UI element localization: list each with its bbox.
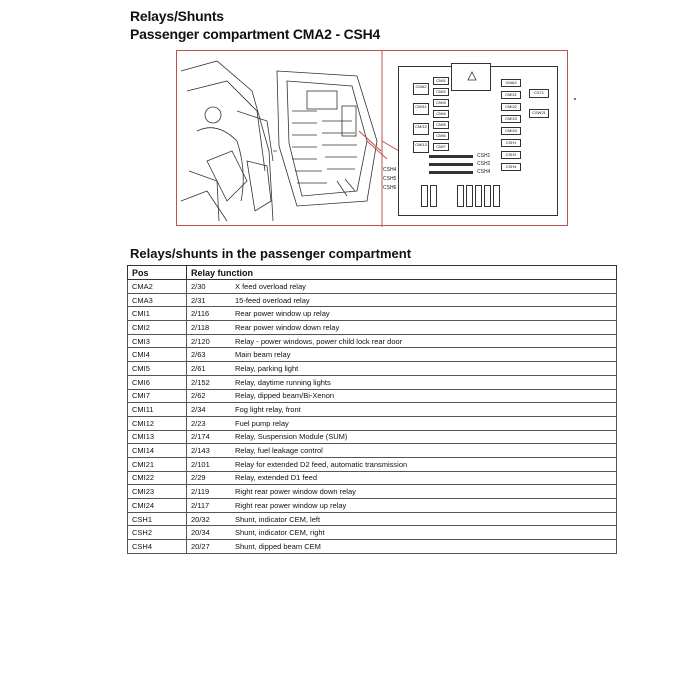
shunt-bar [429, 163, 473, 166]
relay-slot: CMI13 [413, 141, 429, 153]
callout-label: CSH5 [383, 176, 397, 182]
relay-slot: CMI4 [433, 110, 449, 118]
cell-func: Rear power window down relay [231, 321, 617, 335]
cell-pos: CMI2 [128, 321, 187, 335]
header-pos: Pos [128, 266, 187, 280]
relay-slot: CSH4 [501, 163, 521, 171]
relay-slot: CMI7 [433, 143, 449, 151]
cell-code: 2/34 [187, 403, 232, 417]
table-row [128, 307, 617, 321]
cell-pos: CMI12 [128, 416, 187, 430]
fuse-slot [421, 185, 428, 207]
cell-pos: CMI21 [128, 457, 187, 471]
table-row [128, 348, 617, 362]
cell-pos: CMI11 [128, 403, 187, 417]
cell-func: Relay, dipped beam/Bi-Xenon [231, 389, 617, 403]
fuse-slot [430, 185, 437, 207]
cell-pos: CMA3 [128, 293, 187, 307]
cell-func: Shunt, indicator CEM, right [231, 526, 617, 540]
cell-func: Shunt, dipped beam CEM [231, 540, 617, 554]
cell-code: 2/118 [187, 321, 232, 335]
callout-label: CSH6 [383, 185, 397, 191]
callout-label: CSH4 [477, 169, 491, 175]
cell-func: Rear power window up relay [231, 307, 617, 321]
callout-lines [273, 51, 399, 227]
relay-slot: CMI24 [501, 127, 521, 135]
cell-func: Fuel pump relay [231, 416, 617, 430]
page-heading: Relays/Shunts [130, 8, 224, 24]
relay-slot: CMI11 [413, 103, 429, 115]
table-row [128, 540, 617, 554]
cell-pos: CMI23 [128, 485, 187, 499]
cell-pos: CMI1 [128, 307, 187, 321]
fuse-slot [475, 185, 482, 207]
callout-label: CSH1 [477, 153, 491, 159]
cell-pos: CMI24 [128, 499, 187, 513]
cell-code: 2/31 [187, 293, 232, 307]
cell-code: 20/32 [187, 512, 232, 526]
cell-pos: CMI5 [128, 362, 187, 376]
cell-code: 2/119 [187, 485, 232, 499]
callout-label: CSH4 [383, 167, 397, 173]
cell-func: Relay, extended D1 feed [231, 471, 617, 485]
table-row [128, 485, 617, 499]
cell-code: 2/101 [187, 457, 232, 471]
relay-slot: CSH1 [501, 139, 521, 147]
shunt-bar [429, 171, 473, 174]
cell-pos: CMI3 [128, 334, 187, 348]
cell-func: Relay for extended D2 feed, automatic transmission [231, 457, 617, 471]
cell-func: Relay, fuel leakage control [231, 444, 617, 458]
table-row [128, 457, 617, 471]
table-row [128, 403, 617, 417]
cell-func: Main beam relay [231, 348, 617, 362]
cell-pos: CMI13 [128, 430, 187, 444]
table-row [128, 280, 617, 294]
cell-pos: CMI4 [128, 348, 187, 362]
table-row [128, 321, 617, 335]
table-title: Relays/shunts in the passenger compartment [130, 246, 412, 261]
cell-code: 2/61 [187, 362, 232, 376]
cell-code: 2/23 [187, 416, 232, 430]
relay-slot: CMI22 [501, 103, 521, 111]
fuse-slot [493, 185, 500, 207]
relay-slot: CMA2 [413, 83, 429, 95]
fuse-slot [484, 185, 491, 207]
car-interior-sketch [181, 61, 273, 221]
relay-slot: CMI23 [501, 115, 521, 123]
relay-slot: CSH2 [501, 151, 521, 159]
cell-code: 2/143 [187, 444, 232, 458]
cell-code: 2/152 [187, 375, 232, 389]
table-row [128, 293, 617, 307]
cell-func: Relay, parking light [231, 362, 617, 376]
cell-pos: CSH4 [128, 540, 187, 554]
cell-func: X feed overload relay [231, 280, 617, 294]
relay-slot: CMI2 [433, 88, 449, 96]
relay-slot: CMI21 [501, 91, 521, 99]
table-row [128, 416, 617, 430]
header-relay-function: Relay function [187, 266, 617, 280]
table-row [128, 444, 617, 458]
relay-slot: CMI1 [433, 77, 449, 85]
table-header-row [128, 266, 617, 280]
cell-pos: CMI14 [128, 444, 187, 458]
scan-speck [574, 98, 576, 100]
cell-code: 2/29 [187, 471, 232, 485]
relay-slot: CS71 [529, 89, 549, 98]
shunt-bar [429, 155, 473, 158]
cell-pos: CMI6 [128, 375, 187, 389]
table-row [128, 512, 617, 526]
relay-slot: CMI5 [433, 121, 449, 129]
table-row [128, 375, 617, 389]
relay-slot: CSW21 [529, 109, 549, 118]
callout-label: CSH2 [477, 161, 491, 167]
cell-code: 2/116 [187, 307, 232, 321]
cell-pos: CMI7 [128, 389, 187, 403]
cell-pos: CSH1 [128, 512, 187, 526]
table-row [128, 499, 617, 513]
cell-func: Relay, daytime running lights [231, 375, 617, 389]
cell-pos: CMI22 [128, 471, 187, 485]
cell-pos: CMA2 [128, 280, 187, 294]
fuse-slot [457, 185, 464, 207]
cell-code: 2/117 [187, 499, 232, 513]
relay-slot: CMI6 [433, 132, 449, 140]
cell-func: Right rear power window up relay [231, 499, 617, 513]
table-row [128, 389, 617, 403]
cell-func: Shunt, indicator CEM, left [231, 512, 617, 526]
table-row [128, 362, 617, 376]
page-subheading: Passenger compartment CMA2 - CSH4 [130, 26, 381, 42]
cell-code: 2/30 [187, 280, 232, 294]
table-row [128, 430, 617, 444]
cell-pos: CSH2 [128, 526, 187, 540]
table-row [128, 334, 617, 348]
relay-slot: CMA3 [501, 79, 521, 87]
table-row [128, 471, 617, 485]
cell-code: 2/120 [187, 334, 232, 348]
fuse-panel-layout [398, 66, 558, 216]
fuse-box-sketch [277, 71, 377, 206]
cell-func: Relay, Suspension Module (SUM) [231, 430, 617, 444]
cell-code: 2/63 [187, 348, 232, 362]
cell-func: Right rear power window down relay [231, 485, 617, 499]
cell-func: 15-feed overload relay [231, 293, 617, 307]
cell-func: Fog light relay, front [231, 403, 617, 417]
cell-code: 20/27 [187, 540, 232, 554]
relay-slot: CMI12 [413, 123, 429, 135]
relay-slot: CMI3 [433, 99, 449, 107]
cell-code: 20/34 [187, 526, 232, 540]
relays-table [127, 265, 617, 554]
table-row [128, 526, 617, 540]
cell-code: 2/174 [187, 430, 232, 444]
cell-code: 2/62 [187, 389, 232, 403]
triangle-icon [467, 71, 477, 81]
fuse-slot [466, 185, 473, 207]
cell-func: Relay - power windows, power child lock rear door [231, 334, 617, 348]
